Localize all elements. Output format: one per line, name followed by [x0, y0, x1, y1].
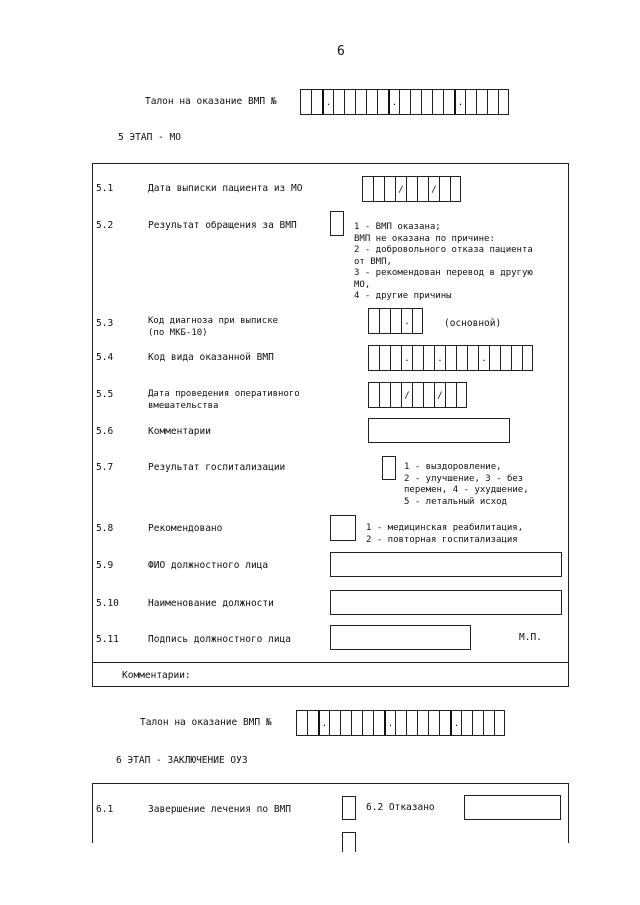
- official-name-field[interactable]: [330, 552, 562, 577]
- row-num: 5.11: [96, 634, 119, 645]
- row-label: Рекомендовано: [148, 523, 223, 534]
- ticket-label: Талон на оказание ВМП №: [140, 717, 272, 728]
- row-num: 5.4: [96, 352, 114, 363]
- frame-right: [568, 163, 569, 686]
- recommendation-box[interactable]: [330, 515, 356, 541]
- ticket-number-cells[interactable]: . . .: [300, 89, 509, 115]
- refused-label: 6.2 Отказано: [366, 802, 435, 813]
- row-label: Код вида оказанной ВМП: [148, 352, 274, 363]
- row-label: Дата выписки пациента из МО: [148, 183, 303, 194]
- section6-title: 6 ЭТАП - ЗАКЛЮЧЕНИЕ ОУЗ: [116, 755, 248, 766]
- result-options: 1 - ВМП оказана; ВМП не оказана по причине: 2 - добровольного отказа пациента от ВМП, 3 - рекомендован перевод в другую МО, 4 - другие причины: [354, 222, 533, 301]
- hospitalization-result-box[interactable]: [382, 456, 396, 480]
- frame6-left: [92, 783, 93, 843]
- row-label: Дата проведения оперативного вмешательства: [148, 389, 300, 411]
- frame6-right: [568, 783, 569, 843]
- hospitalization-options: 1 - выздоровление, 2 - улучшение, 3 - без перемен, 4 - ухудшение, 5 - летальный исход: [404, 462, 529, 507]
- stamp-label: М.П.: [519, 632, 542, 643]
- recommendation-options: 1 - медицинская реабилитация, 2 - повторная госпитализация: [366, 523, 524, 545]
- row-label: Код диагноза при выписке (по МКБ-10): [148, 316, 279, 338]
- frame6-top: [92, 783, 569, 784]
- row-num: 5.7: [96, 462, 114, 473]
- result-code-box[interactable]: [330, 211, 344, 236]
- row-label: ФИО должностного лица: [148, 560, 269, 571]
- operation-date-cells[interactable]: / /: [368, 382, 467, 408]
- diagnosis-code-cells[interactable]: .: [368, 308, 423, 334]
- discharge-date-cells[interactable]: / /: [362, 176, 461, 202]
- row-label: Подпись должностного лица: [148, 634, 291, 645]
- row-num: 6.1: [96, 804, 114, 815]
- frame-divider: [92, 662, 569, 663]
- row-num: 5.3: [96, 318, 114, 329]
- row-num: 5.5: [96, 389, 114, 400]
- frame-top: [92, 163, 569, 164]
- diagnosis-note: (основной): [444, 318, 502, 329]
- frame-bottom: [92, 686, 569, 687]
- vmp-type-code-cells[interactable]: . . .: [368, 345, 533, 371]
- next-box[interactable]: [342, 832, 356, 852]
- ticket-number-cells-2[interactable]: . . .: [296, 710, 505, 736]
- signature-field[interactable]: [330, 625, 471, 650]
- row-label: Комментарии: [148, 426, 211, 437]
- row-label: Результат госпитализации: [148, 462, 286, 473]
- row-num: 5.10: [96, 598, 119, 609]
- row-label: Завершение лечения по ВМП: [148, 804, 291, 815]
- row-num: 5.6: [96, 426, 114, 437]
- ticket-label: Талон на оказание ВМП №: [145, 96, 277, 107]
- row-num: 5.2: [96, 220, 114, 231]
- refused-field[interactable]: [464, 795, 561, 820]
- row-num: 5.8: [96, 523, 114, 534]
- row-label: Результат обращения за ВМП: [148, 220, 297, 231]
- comments-field[interactable]: [368, 418, 510, 443]
- position-field[interactable]: [330, 590, 562, 615]
- completion-box[interactable]: [342, 796, 356, 820]
- frame-left: [92, 163, 93, 686]
- section5-title: 5 ЭТАП - МО: [118, 132, 181, 143]
- row-num: 5.1: [96, 183, 114, 194]
- comments-label: Комментарии:: [122, 670, 191, 681]
- row-num: 5.9: [96, 560, 114, 571]
- row-label: Наименование должности: [148, 598, 274, 609]
- page-number: 6: [337, 44, 345, 59]
